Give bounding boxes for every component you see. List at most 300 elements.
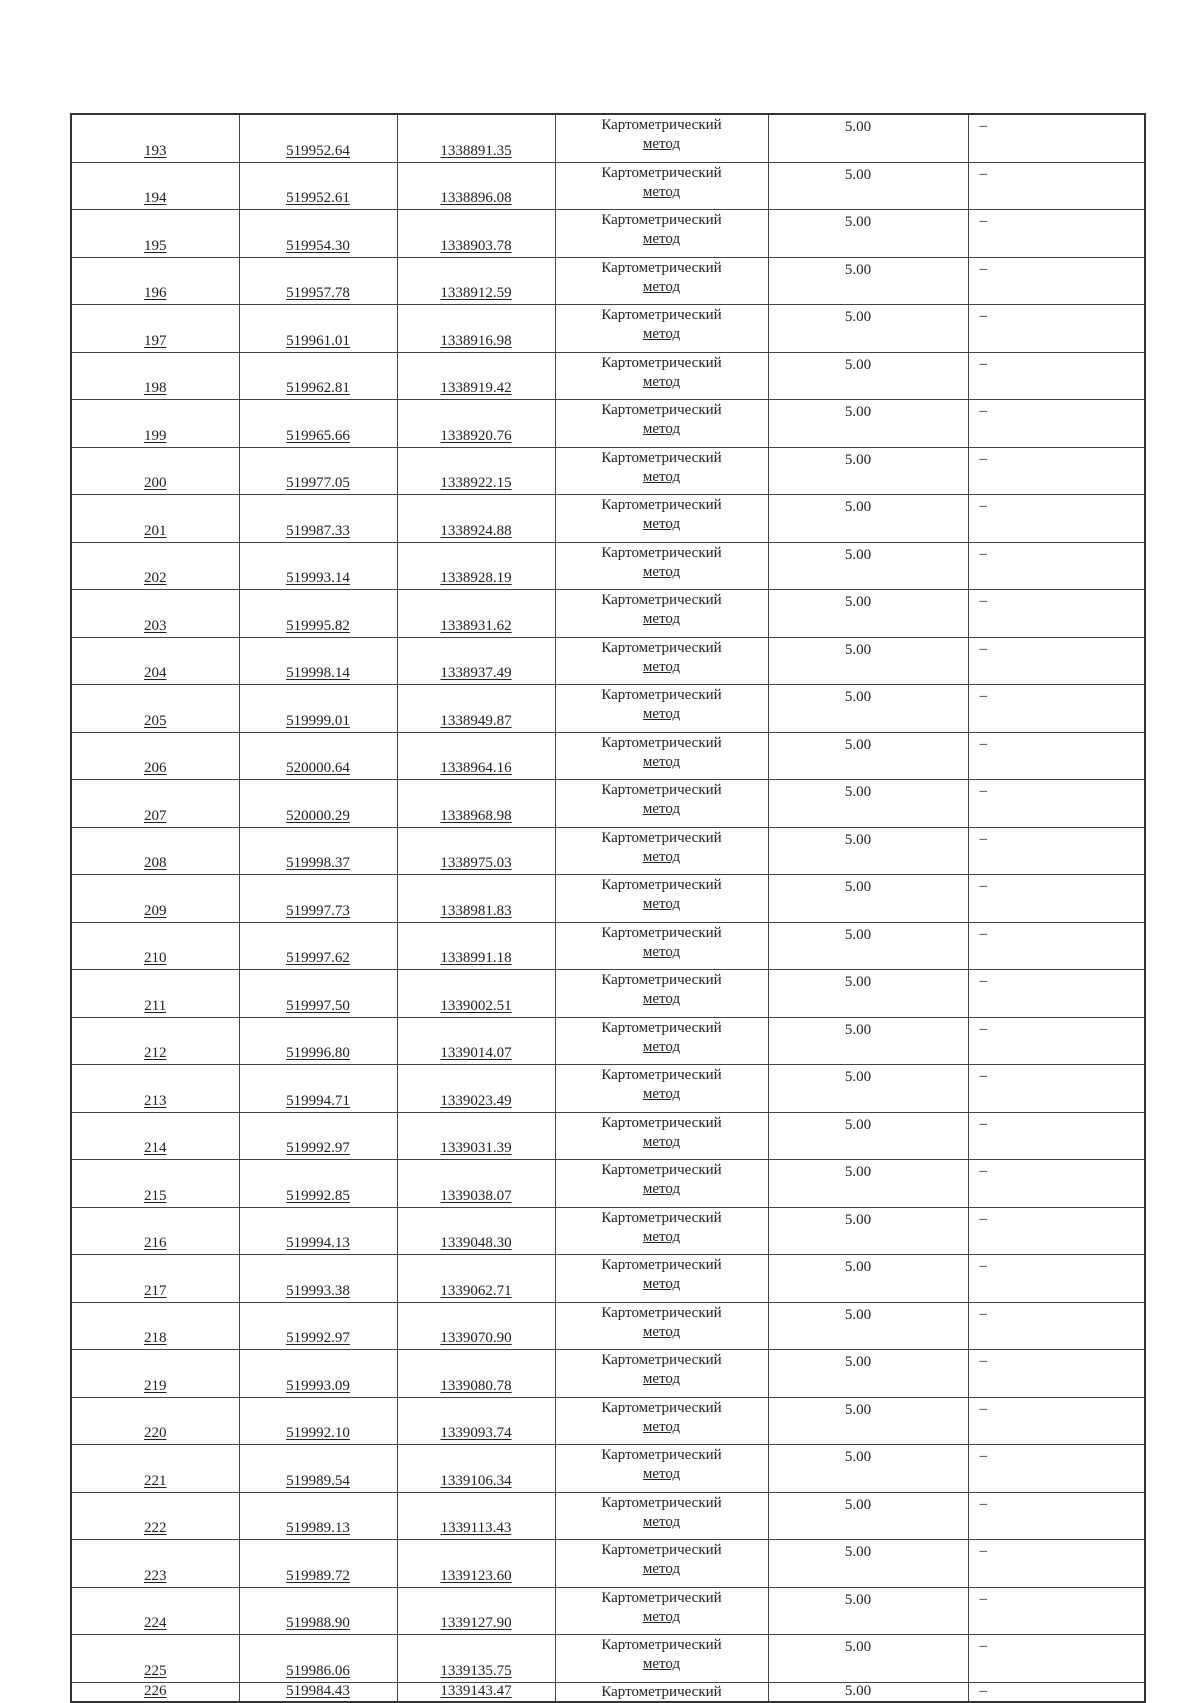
accuracy-value: 5.00 — [844, 1116, 872, 1133]
accuracy-cell — [768, 1065, 968, 1113]
note-value: – — [979, 1495, 987, 1512]
note-value: – — [979, 1448, 987, 1464]
coordinates-table-body — [71, 114, 1145, 1702]
method-line-1: Картометрический — [601, 497, 722, 513]
note-cell — [968, 210, 1145, 258]
x-coordinate: 519999.01 — [286, 712, 350, 729]
point-number-cell — [71, 1587, 239, 1635]
point-number: 216 — [144, 1235, 167, 1251]
y-coordinate: 1338931.62 — [440, 617, 512, 634]
point-number-cell — [71, 970, 239, 1018]
y-coordinate-cell — [397, 827, 555, 875]
table-row — [71, 1492, 1145, 1540]
note-cell — [968, 495, 1145, 543]
x-coordinate: 519977.05 — [286, 475, 350, 491]
method-cell — [555, 1445, 768, 1493]
point-number-cell — [71, 637, 239, 685]
method-line-2: метод — [642, 1323, 681, 1340]
accuracy-value: 5.00 — [844, 641, 872, 658]
y-coordinate: 1338981.83 — [440, 902, 512, 919]
method-line-1: Картометрический — [601, 1352, 722, 1368]
note-cell — [968, 1065, 1145, 1113]
coordinates-table — [70, 113, 1146, 1703]
note-value: – — [979, 308, 987, 324]
point-number-cell — [71, 1112, 239, 1160]
accuracy-cell — [768, 210, 968, 258]
table-row — [71, 1160, 1145, 1208]
point-number: 220 — [144, 1425, 167, 1441]
y-coordinate-cell — [397, 447, 555, 495]
accuracy-value: 5.00 — [844, 1683, 872, 1699]
x-coordinate-cell — [239, 1302, 397, 1350]
note-value: – — [979, 1163, 987, 1179]
method-cell — [555, 210, 768, 258]
accuracy-cell — [768, 1017, 968, 1065]
accuracy-cell — [768, 1207, 968, 1255]
x-coordinate-cell — [239, 400, 397, 448]
accuracy-value: 5.00 — [844, 356, 872, 373]
y-coordinate: 1339038.07 — [440, 1187, 512, 1204]
y-coordinate: 1339106.34 — [440, 1472, 512, 1489]
method-line-1: Картометрический — [601, 354, 722, 371]
accuracy-value: 5.00 — [844, 309, 872, 325]
y-coordinate: 1338912.59 — [440, 285, 512, 301]
method-line-2: метод — [642, 421, 681, 437]
note-value: – — [979, 1543, 987, 1559]
method-line-1: Картометрический — [601, 1589, 722, 1606]
method-cell — [555, 305, 768, 353]
method-cell — [555, 1350, 768, 1398]
method-cell — [555, 875, 768, 923]
method-cell — [555, 542, 768, 590]
x-coordinate: 519952.64 — [286, 142, 350, 159]
note-cell — [968, 352, 1145, 400]
note-value: – — [979, 640, 987, 657]
method-line-1: Картометрический — [601, 1162, 722, 1178]
table-row — [71, 1207, 1145, 1255]
method-cell — [555, 1540, 768, 1588]
note-cell — [968, 780, 1145, 828]
accuracy-cell — [768, 447, 968, 495]
table-row — [71, 827, 1145, 875]
note-value: – — [979, 925, 987, 942]
accuracy-cell — [768, 970, 968, 1018]
point-number: 210 — [144, 950, 167, 966]
note-cell — [968, 1492, 1145, 1540]
y-coordinate-cell — [397, 114, 555, 162]
point-number-cell — [71, 1445, 239, 1493]
y-coordinate: 1338991.18 — [440, 950, 512, 966]
point-number-cell — [71, 1207, 239, 1255]
y-coordinate: 1338903.78 — [440, 237, 512, 254]
x-coordinate: 519995.82 — [286, 617, 350, 634]
accuracy-value: 5.00 — [844, 261, 872, 278]
point-number-cell — [71, 352, 239, 400]
y-coordinate: 1339031.39 — [440, 1140, 512, 1156]
method-cell — [555, 970, 768, 1018]
table-row — [71, 495, 1145, 543]
accuracy-cell — [768, 1255, 968, 1303]
x-coordinate-cell — [239, 1160, 397, 1208]
point-number-cell — [71, 780, 239, 828]
accuracy-value: 5.00 — [844, 1496, 872, 1513]
point-number: 205 — [144, 712, 167, 729]
x-coordinate-cell — [239, 922, 397, 970]
point-number-cell — [71, 1492, 239, 1540]
x-coordinate-cell — [239, 542, 397, 590]
note-value: – — [979, 1210, 987, 1227]
note-value: – — [979, 878, 987, 894]
point-number-cell — [71, 875, 239, 923]
method-cell — [555, 1017, 768, 1065]
x-coordinate-cell — [239, 685, 397, 733]
point-number-cell — [71, 495, 239, 543]
table-row — [71, 400, 1145, 448]
x-coordinate: 519994.13 — [286, 1235, 350, 1251]
note-value: – — [979, 1400, 987, 1417]
y-coordinate-cell — [397, 1587, 555, 1635]
x-coordinate-cell — [239, 637, 397, 685]
method-cell — [555, 1207, 768, 1255]
method-line-2: метод — [642, 706, 681, 722]
table-row — [71, 305, 1145, 353]
method-cell — [555, 400, 768, 448]
accuracy-value: 5.00 — [844, 1306, 872, 1323]
y-coordinate-cell — [397, 1540, 555, 1588]
table-row — [71, 1065, 1145, 1113]
y-coordinate: 1338916.98 — [440, 332, 512, 349]
x-coordinate: 519993.38 — [286, 1282, 350, 1299]
note-cell — [968, 922, 1145, 970]
method-line-1: Картометрический — [601, 877, 722, 893]
y-coordinate: 1338937.49 — [440, 665, 512, 681]
table-row — [71, 447, 1145, 495]
y-coordinate-cell — [397, 780, 555, 828]
x-coordinate-cell — [239, 970, 397, 1018]
y-coordinate-cell — [397, 542, 555, 590]
table-row — [71, 922, 1145, 970]
table-row — [71, 590, 1145, 638]
accuracy-cell — [768, 685, 968, 733]
accuracy-value: 5.00 — [844, 594, 872, 610]
y-coordinate: 1339135.75 — [440, 1662, 512, 1679]
x-coordinate-cell — [239, 257, 397, 305]
y-coordinate-cell — [397, 352, 555, 400]
y-coordinate-cell — [397, 210, 555, 258]
point-number-cell — [71, 827, 239, 875]
point-number: 211 — [144, 997, 167, 1014]
y-coordinate-cell — [397, 1682, 555, 1702]
point-number-cell — [71, 1017, 239, 1065]
note-value: – — [979, 688, 987, 704]
note-cell — [968, 685, 1145, 733]
accuracy-cell — [768, 875, 968, 923]
y-coordinate: 1339143.47 — [440, 1683, 512, 1699]
point-number: 207 — [144, 807, 167, 824]
y-coordinate-cell — [397, 1065, 555, 1113]
method-cell — [555, 637, 768, 685]
table-row — [71, 1255, 1145, 1303]
note-value: – — [979, 118, 987, 134]
method-line-1: Картометрический — [601, 782, 722, 798]
x-coordinate: 519952.61 — [286, 190, 350, 206]
point-number: 222 — [144, 1520, 167, 1536]
point-number-cell — [71, 162, 239, 210]
note-cell — [968, 637, 1145, 685]
y-coordinate-cell — [397, 1492, 555, 1540]
accuracy-cell — [768, 1445, 968, 1493]
method-line-2: метод — [642, 1513, 681, 1530]
x-coordinate: 519989.54 — [286, 1472, 350, 1489]
y-coordinate: 1338928.19 — [440, 570, 512, 586]
x-coordinate: 519992.10 — [286, 1425, 350, 1441]
y-coordinate: 1339014.07 — [440, 1045, 512, 1061]
table-row — [71, 162, 1145, 210]
x-coordinate: 519986.06 — [286, 1662, 350, 1679]
method-cell — [555, 1682, 768, 1702]
point-number-cell — [71, 400, 239, 448]
accuracy-cell — [768, 1587, 968, 1635]
point-number: 194 — [144, 190, 167, 206]
method-line-2: метод — [642, 231, 681, 247]
note-cell — [968, 162, 1145, 210]
accuracy-value: 5.00 — [844, 1591, 872, 1608]
point-number-cell — [71, 257, 239, 305]
x-coordinate: 520000.29 — [286, 807, 350, 824]
y-coordinate-cell — [397, 590, 555, 638]
accuracy-cell — [768, 352, 968, 400]
y-coordinate: 1338968.98 — [440, 807, 512, 824]
table-row — [71, 1587, 1145, 1635]
accuracy-cell — [768, 1682, 968, 1702]
method-line-2: метод — [642, 801, 681, 817]
method-line-2: метод — [642, 136, 681, 152]
y-coordinate-cell — [397, 1112, 555, 1160]
y-coordinate-cell — [397, 637, 555, 685]
table-row — [71, 352, 1145, 400]
accuracy-value: 5.00 — [844, 166, 872, 183]
table-row — [71, 1682, 1145, 1702]
table-row — [71, 210, 1145, 258]
accuracy-value: 5.00 — [844, 1021, 872, 1038]
point-number-cell — [71, 1160, 239, 1208]
method-cell — [555, 685, 768, 733]
table-row — [71, 114, 1145, 162]
note-cell — [968, 1445, 1145, 1493]
accuracy-value: 5.00 — [844, 1449, 872, 1465]
method-line-1: Картометрический — [601, 734, 722, 751]
method-line-2: метод — [642, 1656, 681, 1672]
x-coordinate-cell — [239, 1397, 397, 1445]
note-cell — [968, 542, 1145, 590]
point-number: 202 — [144, 570, 167, 586]
method-line-2: метод — [642, 1371, 681, 1387]
point-number-cell — [71, 542, 239, 590]
method-line-1: Картометрический — [601, 1019, 722, 1036]
method-line-2: метод — [642, 1086, 681, 1102]
y-coordinate-cell — [397, 875, 555, 923]
x-coordinate-cell — [239, 590, 397, 638]
x-coordinate-cell — [239, 352, 397, 400]
table-row — [71, 780, 1145, 828]
point-number: 199 — [144, 427, 167, 444]
method-line-2: метод — [642, 468, 681, 485]
x-coordinate-cell — [239, 1350, 397, 1398]
x-coordinate: 519997.50 — [286, 997, 350, 1014]
accuracy-cell — [768, 827, 968, 875]
x-coordinate: 519965.66 — [286, 427, 350, 444]
method-cell — [555, 827, 768, 875]
x-coordinate: 519992.97 — [286, 1140, 350, 1156]
point-number: 213 — [144, 1092, 167, 1109]
method-line-2: метод — [642, 611, 681, 627]
accuracy-cell — [768, 1302, 968, 1350]
note-cell — [968, 875, 1145, 923]
accuracy-value: 5.00 — [844, 1544, 872, 1560]
point-number: 218 — [144, 1330, 167, 1346]
point-number: 209 — [144, 902, 167, 919]
x-coordinate-cell — [239, 210, 397, 258]
x-coordinate: 520000.64 — [286, 760, 350, 776]
method-line-2: метод — [642, 183, 681, 200]
note-cell — [968, 257, 1145, 305]
note-cell — [968, 447, 1145, 495]
accuracy-value: 5.00 — [844, 214, 872, 230]
table-row — [71, 732, 1145, 780]
x-coordinate-cell — [239, 1017, 397, 1065]
x-coordinate: 519992.97 — [286, 1330, 350, 1346]
method-line-1: Картометрический — [601, 259, 722, 276]
method-line-1: Картометрический — [601, 592, 722, 608]
x-coordinate-cell — [239, 1207, 397, 1255]
method-line-2: метод — [642, 1038, 681, 1055]
note-cell — [968, 1587, 1145, 1635]
method-line-2: метод — [642, 1133, 681, 1150]
note-cell — [968, 1350, 1145, 1398]
method-line-2: метод — [642, 848, 681, 865]
accuracy-cell — [768, 1397, 968, 1445]
method-line-1: Картометрический — [601, 1683, 722, 1700]
point-number: 195 — [144, 237, 167, 254]
note-value: – — [979, 593, 987, 609]
method-cell — [555, 352, 768, 400]
x-coordinate: 519996.80 — [286, 1045, 350, 1061]
x-coordinate: 519989.72 — [286, 1567, 350, 1584]
method-cell — [555, 590, 768, 638]
table-row — [71, 1017, 1145, 1065]
accuracy-cell — [768, 1160, 968, 1208]
x-coordinate-cell — [239, 1492, 397, 1540]
x-coordinate: 519992.85 — [286, 1187, 350, 1204]
method-line-1: Картометрический — [601, 1399, 722, 1416]
method-line-2: метод — [642, 1466, 681, 1482]
method-line-1: Картометрический — [601, 1114, 722, 1131]
x-coordinate-cell — [239, 1540, 397, 1588]
note-value: – — [979, 735, 987, 752]
point-number-cell — [71, 1350, 239, 1398]
method-line-1: Картометрический — [601, 402, 722, 418]
y-coordinate: 1339080.78 — [440, 1377, 512, 1394]
accuracy-cell — [768, 637, 968, 685]
accuracy-cell — [768, 1540, 968, 1588]
note-value: – — [979, 260, 987, 277]
accuracy-cell — [768, 305, 968, 353]
x-coordinate: 519998.14 — [286, 665, 350, 681]
method-line-2: метод — [642, 1276, 681, 1292]
note-cell — [968, 970, 1145, 1018]
x-coordinate: 519998.37 — [286, 855, 350, 871]
table-row — [71, 542, 1145, 590]
method-cell — [555, 732, 768, 780]
method-line-2: метод — [642, 943, 681, 960]
y-coordinate: 1338896.08 — [440, 190, 512, 206]
method-line-2: метод — [642, 326, 681, 342]
method-line-2: метод — [642, 1228, 681, 1245]
point-number: 219 — [144, 1377, 167, 1394]
method-cell — [555, 1635, 768, 1683]
method-line-1: Картометрический — [601, 117, 722, 133]
method-line-1: Картометрический — [601, 1447, 722, 1463]
y-coordinate-cell — [397, 1445, 555, 1493]
point-number: 221 — [144, 1472, 167, 1489]
point-number: 217 — [144, 1282, 167, 1299]
method-line-2: метод — [642, 1418, 681, 1435]
method-line-2: метод — [642, 1181, 681, 1197]
point-number: 215 — [144, 1187, 167, 1204]
y-coordinate: 1338924.88 — [440, 522, 512, 539]
method-cell — [555, 447, 768, 495]
note-cell — [968, 1207, 1145, 1255]
note-value: – — [979, 165, 987, 182]
x-coordinate: 519962.81 — [286, 380, 350, 396]
method-cell — [555, 1397, 768, 1445]
y-coordinate-cell — [397, 162, 555, 210]
accuracy-cell — [768, 400, 968, 448]
y-coordinate: 1338964.16 — [440, 760, 512, 776]
x-coordinate: 519994.71 — [286, 1092, 350, 1109]
point-number-cell — [71, 1635, 239, 1683]
x-coordinate: 519993.09 — [286, 1377, 350, 1394]
y-coordinate: 1339070.90 — [440, 1330, 512, 1346]
note-value: – — [979, 830, 987, 847]
y-coordinate-cell — [397, 1255, 555, 1303]
x-coordinate-cell — [239, 827, 397, 875]
table-row — [71, 1635, 1145, 1683]
accuracy-cell — [768, 162, 968, 210]
point-number-cell — [71, 1065, 239, 1113]
point-number-cell — [71, 1255, 239, 1303]
note-value: – — [979, 355, 987, 372]
note-cell — [968, 114, 1145, 162]
x-coordinate-cell — [239, 1255, 397, 1303]
y-coordinate-cell — [397, 1302, 555, 1350]
point-number-cell — [71, 922, 239, 970]
note-cell — [968, 1540, 1145, 1588]
y-coordinate-cell — [397, 400, 555, 448]
note-cell — [968, 1160, 1145, 1208]
y-coordinate-cell — [397, 1160, 555, 1208]
table-row — [71, 637, 1145, 685]
y-coordinate: 1339123.60 — [440, 1567, 512, 1584]
note-cell — [968, 1112, 1145, 1160]
x-coordinate: 519988.90 — [286, 1615, 350, 1631]
note-cell — [968, 1635, 1145, 1683]
x-coordinate: 519954.30 — [286, 237, 350, 254]
note-cell — [968, 1255, 1145, 1303]
y-coordinate-cell — [397, 970, 555, 1018]
point-number-cell — [71, 447, 239, 495]
note-value: – — [979, 783, 987, 799]
